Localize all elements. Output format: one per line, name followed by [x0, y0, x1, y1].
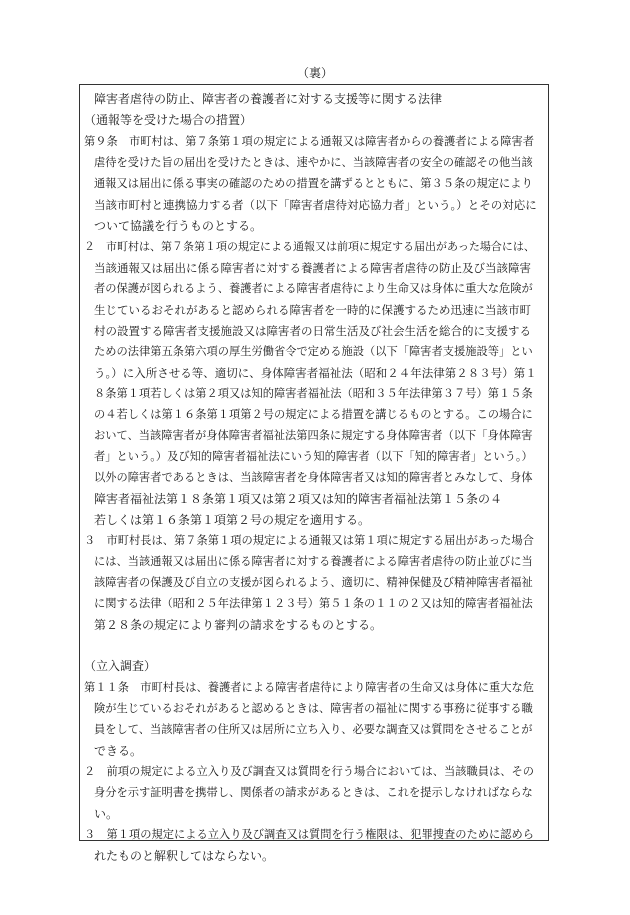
- article-9-line: 虐待を受けた旨の届出を受けたときは、速やかに、当該障害者の安全の確認その他当該: [94, 156, 533, 169]
- paragraph-3-line: ３ 第１項の規定による立入り及び調査又は質問を行う権限は、犯罪捜査のために認めら: [84, 828, 535, 841]
- paragraph-3-line: れたものと解釈してはならない。: [94, 849, 275, 863]
- document-frame: [79, 84, 549, 863]
- paragraph-2-line: ２ 前項の規定による立入り及び調査又は質問を行う場合においては、当該職員は、その: [84, 765, 535, 778]
- paragraph-3-line: に関する法律（昭和２５年法律第１２３号）第５１条の１１の２又は知的障害者福祉法: [94, 597, 533, 610]
- article-11-line: 第１１条 市町村長は、養護者による障害者虐待により障害者の生命又は身体に重大な危: [84, 681, 535, 694]
- section-heading: （立入調査）: [84, 659, 157, 673]
- article-9-line: 通報又は届出に係る事実の確認のための措置を講ずるとともに、第３５条の規定により: [94, 177, 533, 190]
- paragraph-2-line: おいて、当該障害者が身体障害者福祉法第四条に規定する身体障害者（以下「身体障害: [94, 429, 533, 442]
- paragraph-3-line: ３ 市町村長は、第７条第１項の規定による通報又は第１項に規定する届出があった場合: [84, 534, 534, 547]
- paragraph-3-line: には、当該通報又は届出に係る障害者に対する養護者による障害者虐待の防止並びに当: [94, 555, 533, 568]
- paragraph-2-line: ８条第１項若しくは第２項又は知的障害者福祉法（昭和３５年法律第３７号）第１５条: [94, 387, 533, 400]
- page-heading: （裏）: [296, 66, 333, 80]
- article-11-line: 員をして、当該障害者の住所又は居所に立ち入り、必要な調査又は質問をさせることが: [94, 723, 533, 736]
- article-9-line: ついて協議を行うものとする。: [94, 219, 263, 233]
- section-heading: （通報等を受けた場合の措置）: [84, 113, 253, 127]
- paragraph-2-line: ２ 市町村は、第７条第１項の規定による通報又は前項に規定する届出があった場合には、: [84, 240, 535, 253]
- paragraph-2-line: 者の保護が図られるよう、養護者による障害者虐待により生命又は身体に重大な危険が: [94, 282, 533, 295]
- paragraph-3-line: 第２８条の規定により審判の請求をするものとする。: [94, 618, 383, 632]
- article-11-line: できる。: [94, 744, 143, 758]
- paragraph-2-line: 以外の障害者であるときは、当該障害者を身体障害者又は知的障害者とみなして、身体: [94, 471, 533, 484]
- paragraph-2-line: う。）に入所させる等、適切に、身体障害者福祉法（昭和２４年法律第２８３号）第１: [94, 366, 537, 380]
- article-9-line: 第９条 市町村は、第７条第１項の規定による通報又は障害者からの養護者による障害者: [84, 135, 535, 148]
- paragraph-3-line: 該障害者の保護及び自立の支援が図られるよう、適切に、精神保健及び精神障害者福祉: [94, 576, 533, 589]
- article-11-line: 険が生じているおそれがあると認めるときは、障害者の福祉に関する事務に従事する職: [94, 702, 533, 715]
- paragraph-2-line: 障害者福祉法第１８条第１項又は第２項又は知的障害者福祉法第１５条の４: [94, 492, 503, 506]
- paragraph-2-line: い。: [94, 807, 119, 821]
- paragraph-2-line: 生じているおそれがあると認められる障害者を一時的に保護するため迅速に当該市町: [94, 303, 531, 317]
- paragraph-2-line: ための法律第五条第六項の厚生労働省令で定める施設（以下「障害者支援施設等」とい: [94, 345, 533, 358]
- paragraph-2-line: の４若しくは第１６条第１項第２号の規定による措置を講じるものとする。この場合に: [94, 408, 533, 421]
- law-title: 障害者虐待の防止、障害者の養護者に対する支援等に関する法律: [94, 92, 443, 106]
- paragraph-2-line: 当該通報又は届出に係る障害者に対する養護者による障害者虐待の防止及び当該障害: [94, 261, 531, 275]
- paragraph-2-line: 者」という。）及び知的障害者福祉法にいう知的障害者（以下「知的障害者」という。）: [94, 450, 533, 463]
- paragraph-2-line: 若しくは第１６条第１項第２号の規定を適用する。: [94, 513, 371, 527]
- paragraph-2-line: 身分を示す証明書を携帯し、関係者の請求があるときは、これを提示しなければならな: [94, 786, 533, 799]
- article-9-line: 当該市町村と連携協力する者（以下「障害者虐待対応協力者」という。）とその対応に: [94, 198, 537, 212]
- paragraph-2-line: 村の設置する障害者支援施設又は障害者の日常生活及び社会生活を総合的に支援する: [94, 324, 531, 338]
